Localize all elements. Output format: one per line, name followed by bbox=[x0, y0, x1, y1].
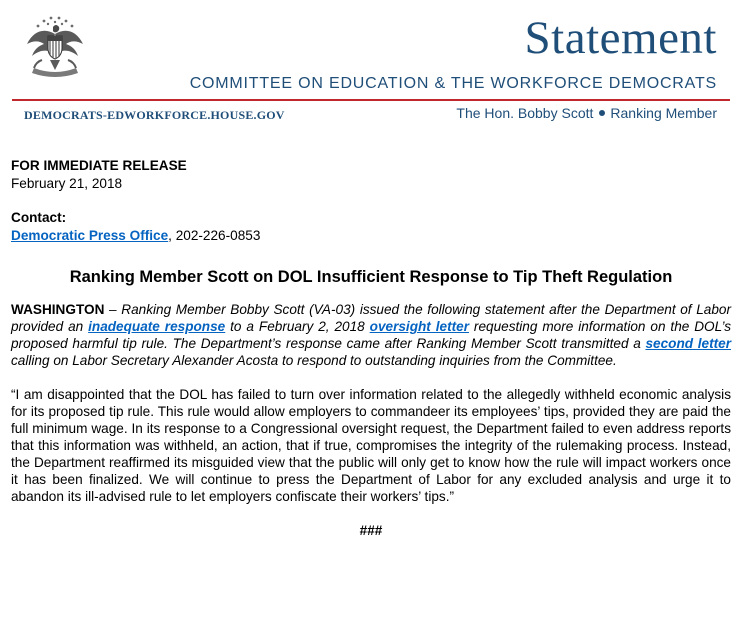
website-url: DEMOCRATS-EDWORKFORCE.HOUSE.GOV bbox=[24, 108, 285, 122]
inadequate-response-link[interactable]: inadequate response bbox=[88, 319, 226, 334]
release-date: February 21, 2018 bbox=[11, 176, 123, 191]
intro-text-b: to a February 2, 2018 bbox=[225, 319, 370, 334]
quote-paragraph: “I am disappointed that the DOL has failed to turn over information related to the allegedly withheld economic analysis for its proposed tip rule. This rule would allow employers to commandeer its employees’ tips, provided they are paid the full minimum wage. In its response to a Congressional oversight request, the Department failed to even address reports that this information was withheld, an action, that if true, compromises the integrity of the rulemaking process. Instead, the Department reaffirmed its misguided view that the public will only get to know how the rule will impact workers once it has been finalized. We will continue to press the Department of Labor for any excluded analysis and urge it to abandon its ill-advised rule to let employers confiscate their workers’ tips.” bbox=[11, 387, 731, 504]
press-office-link[interactable]: Democratic Press Office bbox=[11, 228, 169, 243]
member-title: Ranking Member bbox=[610, 105, 717, 121]
letterhead bbox=[0, 0, 751, 135]
contact-phone: , 202-226-0853 bbox=[168, 228, 261, 243]
contact-block bbox=[11, 209, 731, 244]
end-mark: ### bbox=[359, 523, 383, 538]
contact-line bbox=[11, 227, 731, 244]
intro-text-c: requesting more information on the DOL’s proposed harmful tip rule. The Department’s response came after Ranking Member Scott transmitted a bbox=[11, 319, 732, 351]
oversight-letter-link[interactable]: oversight letter bbox=[369, 319, 469, 334]
contact-label: Contact: bbox=[11, 210, 67, 225]
header-divider bbox=[12, 99, 730, 101]
dateline: WASHINGTON bbox=[11, 302, 105, 317]
member-name: The Hon. Bobby Scott bbox=[456, 105, 594, 121]
house-seal-eagle-icon bbox=[20, 10, 90, 80]
statement-body bbox=[11, 157, 731, 539]
intro-text-d: calling on Labor Secretary Alexander Acosta to respond to outstanding inquiries from the Committee. bbox=[11, 353, 617, 368]
statement-title: Statement bbox=[524, 12, 717, 64]
intro-text-a: – Ranking Member Bobby Scott (VA-03) issued the following statement after the Department of Labor provided an bbox=[11, 302, 731, 334]
member-line bbox=[456, 105, 717, 121]
release-label: FOR IMMEDIATE RELEASE bbox=[11, 158, 187, 173]
headline: Ranking Member Scott on DOL Insufficient Response to Tip Theft Regulation bbox=[69, 268, 673, 286]
second-letter-link[interactable]: second letter bbox=[645, 336, 731, 351]
intro-paragraph bbox=[11, 301, 731, 369]
committee-name: COMMITTEE ON EDUCATION & THE WORKFORCE DEMOCRATS bbox=[189, 75, 717, 92]
bullet-dot-icon bbox=[599, 110, 605, 116]
